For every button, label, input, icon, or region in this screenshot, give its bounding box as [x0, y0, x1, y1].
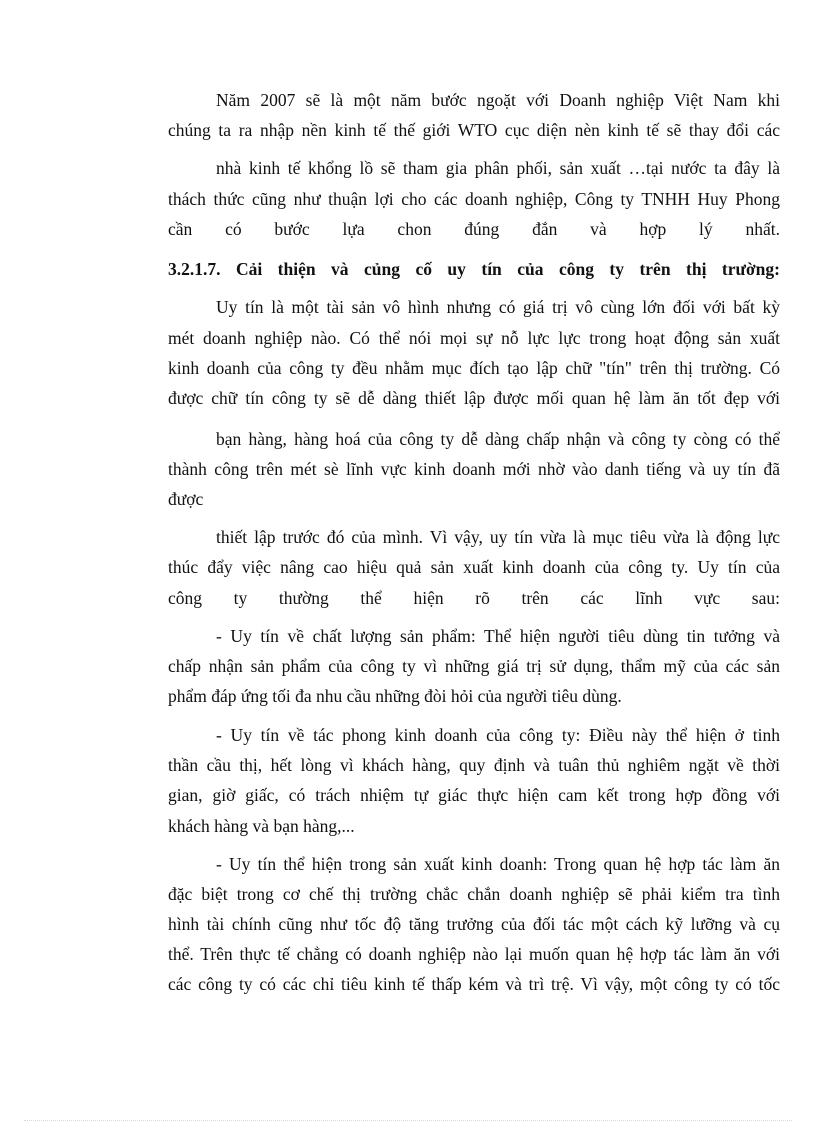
text-line: Năm 2007 sẽ là một năm bước ngoặt với Doanh nghiệp Việt Nam khi — [216, 90, 780, 110]
text-line: chấp nhận sản phẩm của công ty vì những giá trị sử dụng, thẩm mỹ của các sản — [168, 656, 780, 676]
text-line: thành công trên mét sè lĩnh vực kinh doanh mới nhờ vào danh tiếng và uy tín đã — [168, 459, 780, 479]
text-line: - Uy tín về chất lượng sản phẩm: Thể hiện người tiêu dùng tin tưởng và — [216, 626, 780, 646]
text-line: kinh doanh của công ty đều nhằm mục đích tạo lập chữ "tín" trên thị trường. Có — [168, 358, 780, 378]
text-line: thần cầu thị, hết lòng vì khách hàng, quy định và tuân thủ nghiêm ngặt về thời — [168, 755, 780, 775]
section-heading: 3.2.1.7. Cải thiện và củng cố uy tín của công ty trên thị trường: — [168, 259, 780, 279]
text-line: - Uy tín về tác phong kinh doanh của công ty: Điều này thể hiện ở tinh — [216, 725, 780, 745]
text-line: nhà kinh tế khổng lồ sẽ tham gia phân phối, sản xuất …tại nước ta đây là — [216, 158, 780, 178]
text-line: thúc đẩy việc nâng cao hiệu quả sản xuất kinh doanh của công ty. Uy tín của — [168, 557, 780, 577]
text-line: đặc biệt trong cơ chế thị trường chắc chắn doanh nghiệp sẽ phải kiểm tra tình — [168, 884, 780, 904]
text-line: các công ty có các chỉ tiêu kinh tế thấp kém và trì trệ. Vì vậy, một công ty có tốc — [168, 974, 780, 994]
text-line: bạn hàng, hàng hoá của công ty dễ dàng chấp nhận và công ty còng có thể — [216, 429, 780, 449]
text-line: được chữ tín công ty sẽ dễ dàng thiết lập được mối quan hệ làm ăn tốt đẹp với — [168, 388, 780, 408]
text-line: công ty thường thể hiện rõ trên các lĩnh vực sau: — [168, 588, 780, 608]
text-line: chúng ta ra nhập nền kinh tế thế giới WTO cục diện nèn kinh tế sẽ thay đổi các — [168, 120, 780, 140]
text-line: gian, giờ giấc, có trách nhiệm tự giác thực hiện cam kết trong hợp đồng với — [168, 785, 780, 805]
text-line: khách hàng và bạn hàng,... — [168, 816, 355, 836]
footer-divider — [24, 1120, 792, 1121]
text-line: thiết lập trước đó của mình. Vì vậy, uy tín vừa là mục tiêu vừa là động lực — [216, 527, 780, 547]
text-line: cần có bước lựa chon đúng đắn và hợp lý nhất. — [168, 219, 780, 239]
text-line: thể. Trên thực tế chẳng có doanh nghiệp nào lại muốn quan hệ hợp tác làm ăn với — [168, 944, 780, 964]
text-line: được — [168, 489, 204, 509]
text-line: - Uy tín thể hiện trong sản xuất kinh doanh: Trong quan hệ hợp tác làm ăn — [216, 854, 780, 874]
text-line: mét doanh nghiệp nào. Có thể nói mọi sự nỗ lực lực trong hoạt động sản xuất — [168, 328, 780, 348]
text-line: Uy tín là một tài sản vô hình nhưng có giá trị vô cùng lớn đối với bất kỳ — [216, 297, 780, 317]
text-line: hình tài chính cũng như tốc độ tăng trưởng của đối tác một cách kỹ lưỡng và cụ — [168, 914, 780, 934]
text-line: phẩm đáp ứng tối đa nhu cầu những đòi hỏi của người tiêu dùng. — [168, 686, 622, 706]
text-line: thách thức cũng như thuận lợi cho các doanh nghiệp, Công ty TNHH Huy Phong — [168, 189, 780, 209]
